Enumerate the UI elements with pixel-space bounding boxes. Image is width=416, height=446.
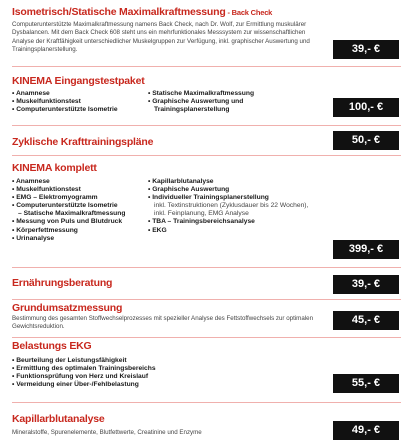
list-item: • Individueller Trainingsplanerstellung	[148, 194, 269, 202]
section-description: Bestimmung des gesamten Stoffwechselprozesses mit spezieller Analyse des Fettstoffwechsels zur optimalen Gewichtsreduktion.	[12, 315, 314, 331]
item-list-left	[12, 178, 125, 243]
list-item: • Beurteilung der Leistungsfähigkeit	[12, 357, 127, 364]
list-item: • Anamnese	[12, 178, 50, 185]
list-item: • Anamnese	[12, 90, 50, 97]
section-title-kapillarblutanalyse: Kapillarblutanalyse	[12, 413, 105, 425]
list-item: • Computerunterstützte Isometrie	[12, 106, 118, 114]
section-title-eingangstestpaket: KINEMA Eingangstestpaket	[12, 75, 145, 87]
section-title-krafttrainingsplaene: Zyklische Krafttrainingspläne	[12, 136, 154, 148]
divider	[12, 155, 401, 156]
price-badge-kinema-komplett: 399,- €	[333, 240, 399, 259]
item-list-right	[148, 90, 254, 114]
list-item: • Computerunterstützte Isometrie	[12, 202, 118, 210]
section-title-belastungs-ekg: Belastungs EKG	[12, 340, 92, 352]
list-item: • Statische Maximalkraftmessung	[148, 90, 255, 97]
list-item: • Urinanalyse	[12, 234, 55, 242]
price-badge-maximalkraftmessung: 39,- €	[333, 40, 399, 59]
item-list	[12, 357, 156, 389]
price-badge-eingangstestpaket: 100,- €	[333, 98, 399, 117]
price-badge-belastungs-ekg: 55,- €	[333, 374, 399, 393]
list-item: • TBA – Trainingsbereichsanalyse	[148, 218, 255, 226]
list-item: • Kapillarblutanalyse	[148, 178, 214, 185]
list-item: Trainingsplanerstellung	[154, 106, 230, 114]
divider	[12, 66, 401, 67]
section-subtitle: - Back Check	[225, 8, 273, 17]
list-item: • Messung von Puls und Blutdruck	[12, 218, 123, 226]
list-item: • Funktionsprüfung von Herz und Kreislauf	[12, 373, 149, 381]
section-title-grundumsatzmessung: Grundumsatzmessung	[12, 302, 123, 314]
item-list-right	[148, 178, 308, 235]
item-list-left	[12, 90, 118, 114]
list-item: • Körperfettmessung	[12, 226, 78, 234]
divider	[12, 125, 401, 126]
list-item: – Statische Maximalkraftmessung	[18, 210, 126, 218]
list-item: • Ermittlung des optimalen Trainingsbereichs	[12, 365, 156, 373]
list-item-note: inkl. Feinplanung, EMG Analyse	[154, 210, 249, 218]
section-description: Computerunterstützte Maximalkraftmessung namens Back Check, nach Dr. Wolf, zur Ermittlung muskulärer Dysbalancen. Mit dem Back Check 608 steht uns ein mehrfunktionales Messsystem zur wissenschaftlichen Analyse der Kraftfähigkeit unterschiedlicher Muskelgruppen zur Verfügung, inkl. graphischer Auswertung und Trainingsplanerstellung.	[12, 21, 310, 53]
price-badge-krafttrainingsplaene: 50,- €	[333, 131, 399, 150]
list-item-note: inkl. Textinstruktionen (Zyklusdauer bis 22 Wochen),	[154, 202, 309, 210]
divider	[12, 337, 401, 338]
price-badge-kapillarblutanalyse: 49,- €	[333, 421, 399, 440]
divider	[12, 402, 401, 403]
price-badge-ernaehrungsberatung: 39,- €	[333, 275, 399, 294]
section-title-kinema-komplett: KINEMA komplett	[12, 162, 97, 174]
list-item: • Muskelfunktionstest	[12, 186, 81, 194]
divider	[12, 267, 401, 268]
section-title-ernaehrungsberatung: Ernährungsberatung	[12, 277, 113, 289]
list-item: • EKG	[148, 226, 167, 234]
list-item: • EMG – Elektromyogramm	[12, 194, 98, 202]
list-item: • Muskelfunktionstest	[12, 98, 81, 106]
section-title-text: Isometrisch/Statische Maximalkraftmessung	[12, 6, 226, 18]
list-item: • Graphische Auswertung und	[148, 98, 244, 106]
divider	[12, 299, 401, 300]
list-item: • Graphische Auswertung	[148, 186, 230, 194]
price-badge-grundumsatzmessung: 45,- €	[333, 311, 399, 330]
list-item: • Vermeidung einer Über-/Fehlbelastung	[12, 381, 139, 389]
section-title-maximalkraftmessung	[12, 6, 272, 18]
section-description: Mineralstoffe, Spurenelemente, Blutfettwerte, Creatinine und Enzyme	[12, 429, 202, 436]
